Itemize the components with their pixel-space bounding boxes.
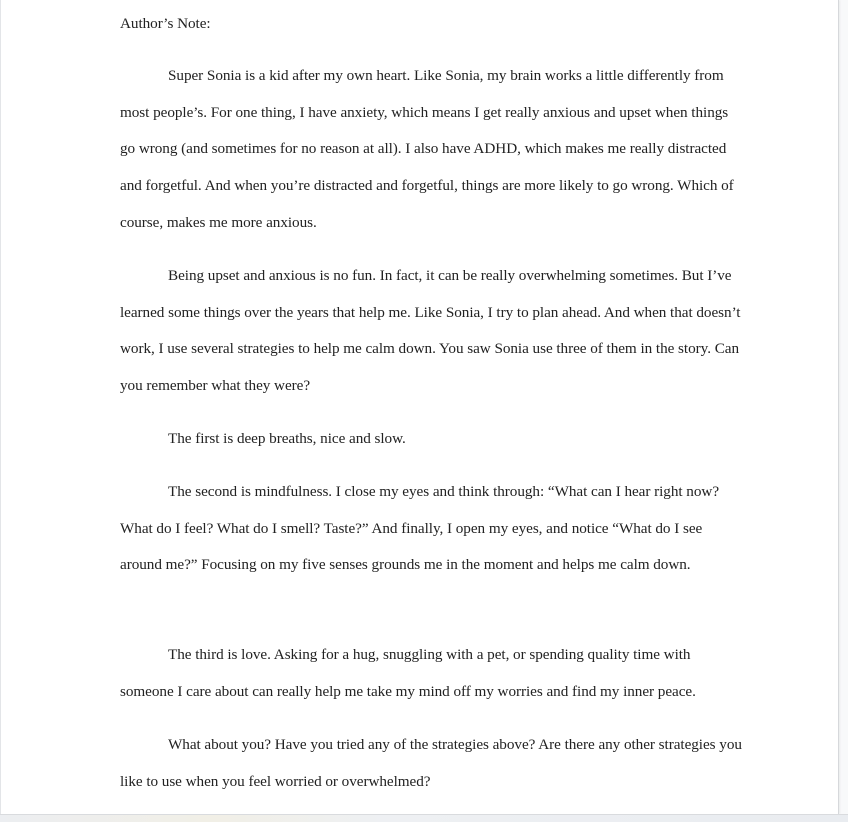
page-edge [0, 0, 1, 814]
authors-note-heading: Author’s Note: [120, 15, 211, 32]
paragraph-first-strategy: The first is deep breaths, nice and slow. [168, 430, 406, 447]
paragraph-second-strategy: The second is mindfulness. I close my eyes and think through: “What can I hear right now? What do I feel? What do I smell? Taste?” And finally, I open my eyes, and notice “What do I see around me?” Focusing on my five senses grounds me in the moment and helps me calm down. [120, 483, 720, 574]
paragraph-third-strategy: The third is love. Asking for a hug, snuggling with a pet, or spending quality time with someone I care about can really help me take my mind off my worries and find my inner peace. [120, 646, 696, 700]
paragraph-strategies-intro: Being upset and anxious is no fun. In fact, it can be really overwhelming sometimes. But I’ve learned some things over the years that help me. Like Sonia, I try to plan ahead. And when that doesn’t work, I use several strategies to help me calm down. You saw Sonia use three of them in the story. Can you remember what they were? [120, 267, 741, 395]
paragraph-intro: Super Sonia is a kid after my own heart. Like Sonia, my brain works a little differently from most people’s. For one thing, I have anxiety, which means I get really anxious and upset when things go wrong (and sometimes for no reason at all). I also have ADHD, which makes me really distracted and forgetful. And when you’re distracted and forgetful, things are more likely to go wrong. Which of course, makes me more anxious. [120, 67, 734, 231]
paragraph-closing-question: What about you? Have you tried any of the strategies above? Are there any other strategies you like to use when you feel worried or overwhelmed? [120, 736, 742, 790]
